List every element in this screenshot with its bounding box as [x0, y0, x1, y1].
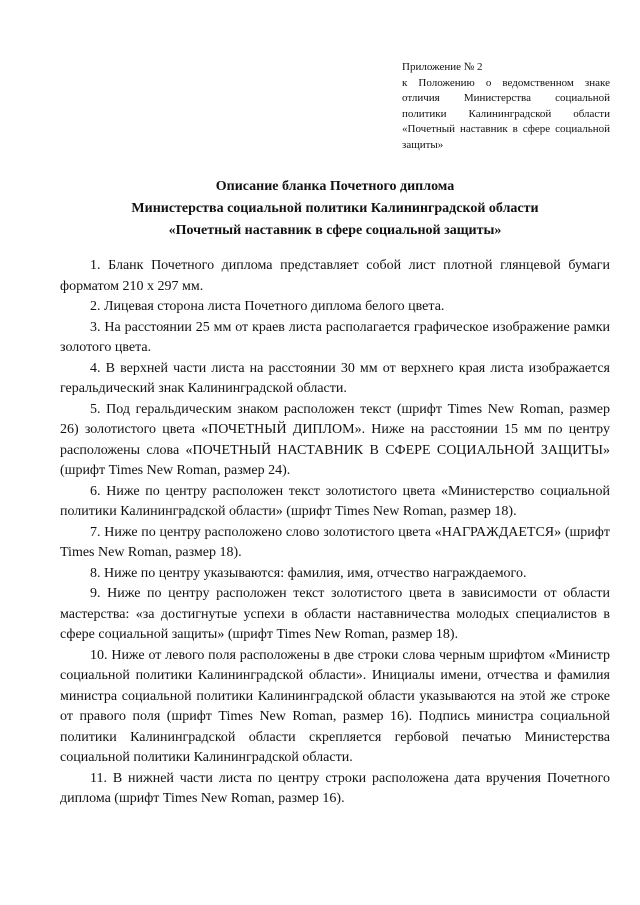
paragraph-8: 8. Ниже по центру указываются: фамилия, имя, отчество награждаемого. [90, 565, 527, 581]
paragraph-7: 7. Ниже по центру расположено слово золотистого цвета «НАГРАЖДАЕТСЯ» (шрифт Times New Roman, размер 18). [60, 524, 610, 560]
paragraph-10: 10. Ниже от левого поля расположены в две строки слова черным шрифтом «Министр социальной политики Калининградской области». Инициалы имени, отчества и фамилия министра социальной политики Калининградской области указываются на этой же строке от правого поля (шрифт Times New Roman, размер 16). Подпись министра социальной политики Калининградской области скрепляется гербовой печатью Министерства социальной политики Калининградской области. [60, 647, 610, 765]
paragraph-2: 2. Лицевая сторона листа Почетного диплома белого цвета. [90, 299, 445, 314]
paragraph-3: 3. На расстоянии 25 мм от краев листа располагается графическое изображение рамки золотого цвета. [60, 319, 610, 355]
paragraph-11: 11. В нижней части листа по центру строки расположена дата вручения Почетного диплома (шрифт Times New Roman, размер 16). [60, 770, 610, 806]
appendix-note [402, 60, 610, 153]
title-line-2: Министерства социальной политики Калининградской области [131, 201, 539, 216]
document-title [60, 176, 610, 242]
paragraph-9: 9. Ниже по центру расположен текст золотистого цвета в зависимости от области мастерства: «за достигнутые успехи в области наставничества молодых специалистов в сфере социальной защиты» (шрифт Times New Roman, размер 18). [60, 586, 610, 642]
paragraph-4: 4. В верхней части листа на расстоянии 30 мм от верхнего края листа изображается геральдический знак Калининградской области. [60, 360, 610, 396]
appendix-number: Приложение № 2 [402, 61, 483, 73]
paragraph-5: 5. Под геральдическим знаком расположен текст (шрифт Times New Roman, размер 26) золотистого цвета «ПОЧЕТНЫЙ ДИПЛОМ». Ниже на расстоянии 15 мм по центру расположены слова «ПОЧЕТНЫЙ НАСТАВНИК В СФЕРЕ СОЦИАЛЬНОЙ ЗАЩИТЫ» (шрифт Times New Roman, размер 24). [60, 401, 610, 478]
paragraph-6: 6. Ниже по центру расположен текст золотистого цвета «Министерство социальной политики Калининградской области» (шрифт Times New Roman, размер 18). [60, 483, 610, 519]
title-line-3: «Почетный наставник в сфере социальной защиты» [168, 223, 502, 238]
appendix-reference: к Положению о ведомственном знаке отличия Министерства социальной политики Калининградской области «Почетный наставник в сфере социальной защиты» [402, 76, 610, 151]
paragraph-1: 1. Бланк Почетного диплома представляет собой лист плотной глянцевой бумаги форматом 210 х 297 мм. [60, 258, 610, 294]
title-line-1: Описание бланка Почетного диплома [215, 179, 455, 194]
document-body [60, 256, 610, 810]
